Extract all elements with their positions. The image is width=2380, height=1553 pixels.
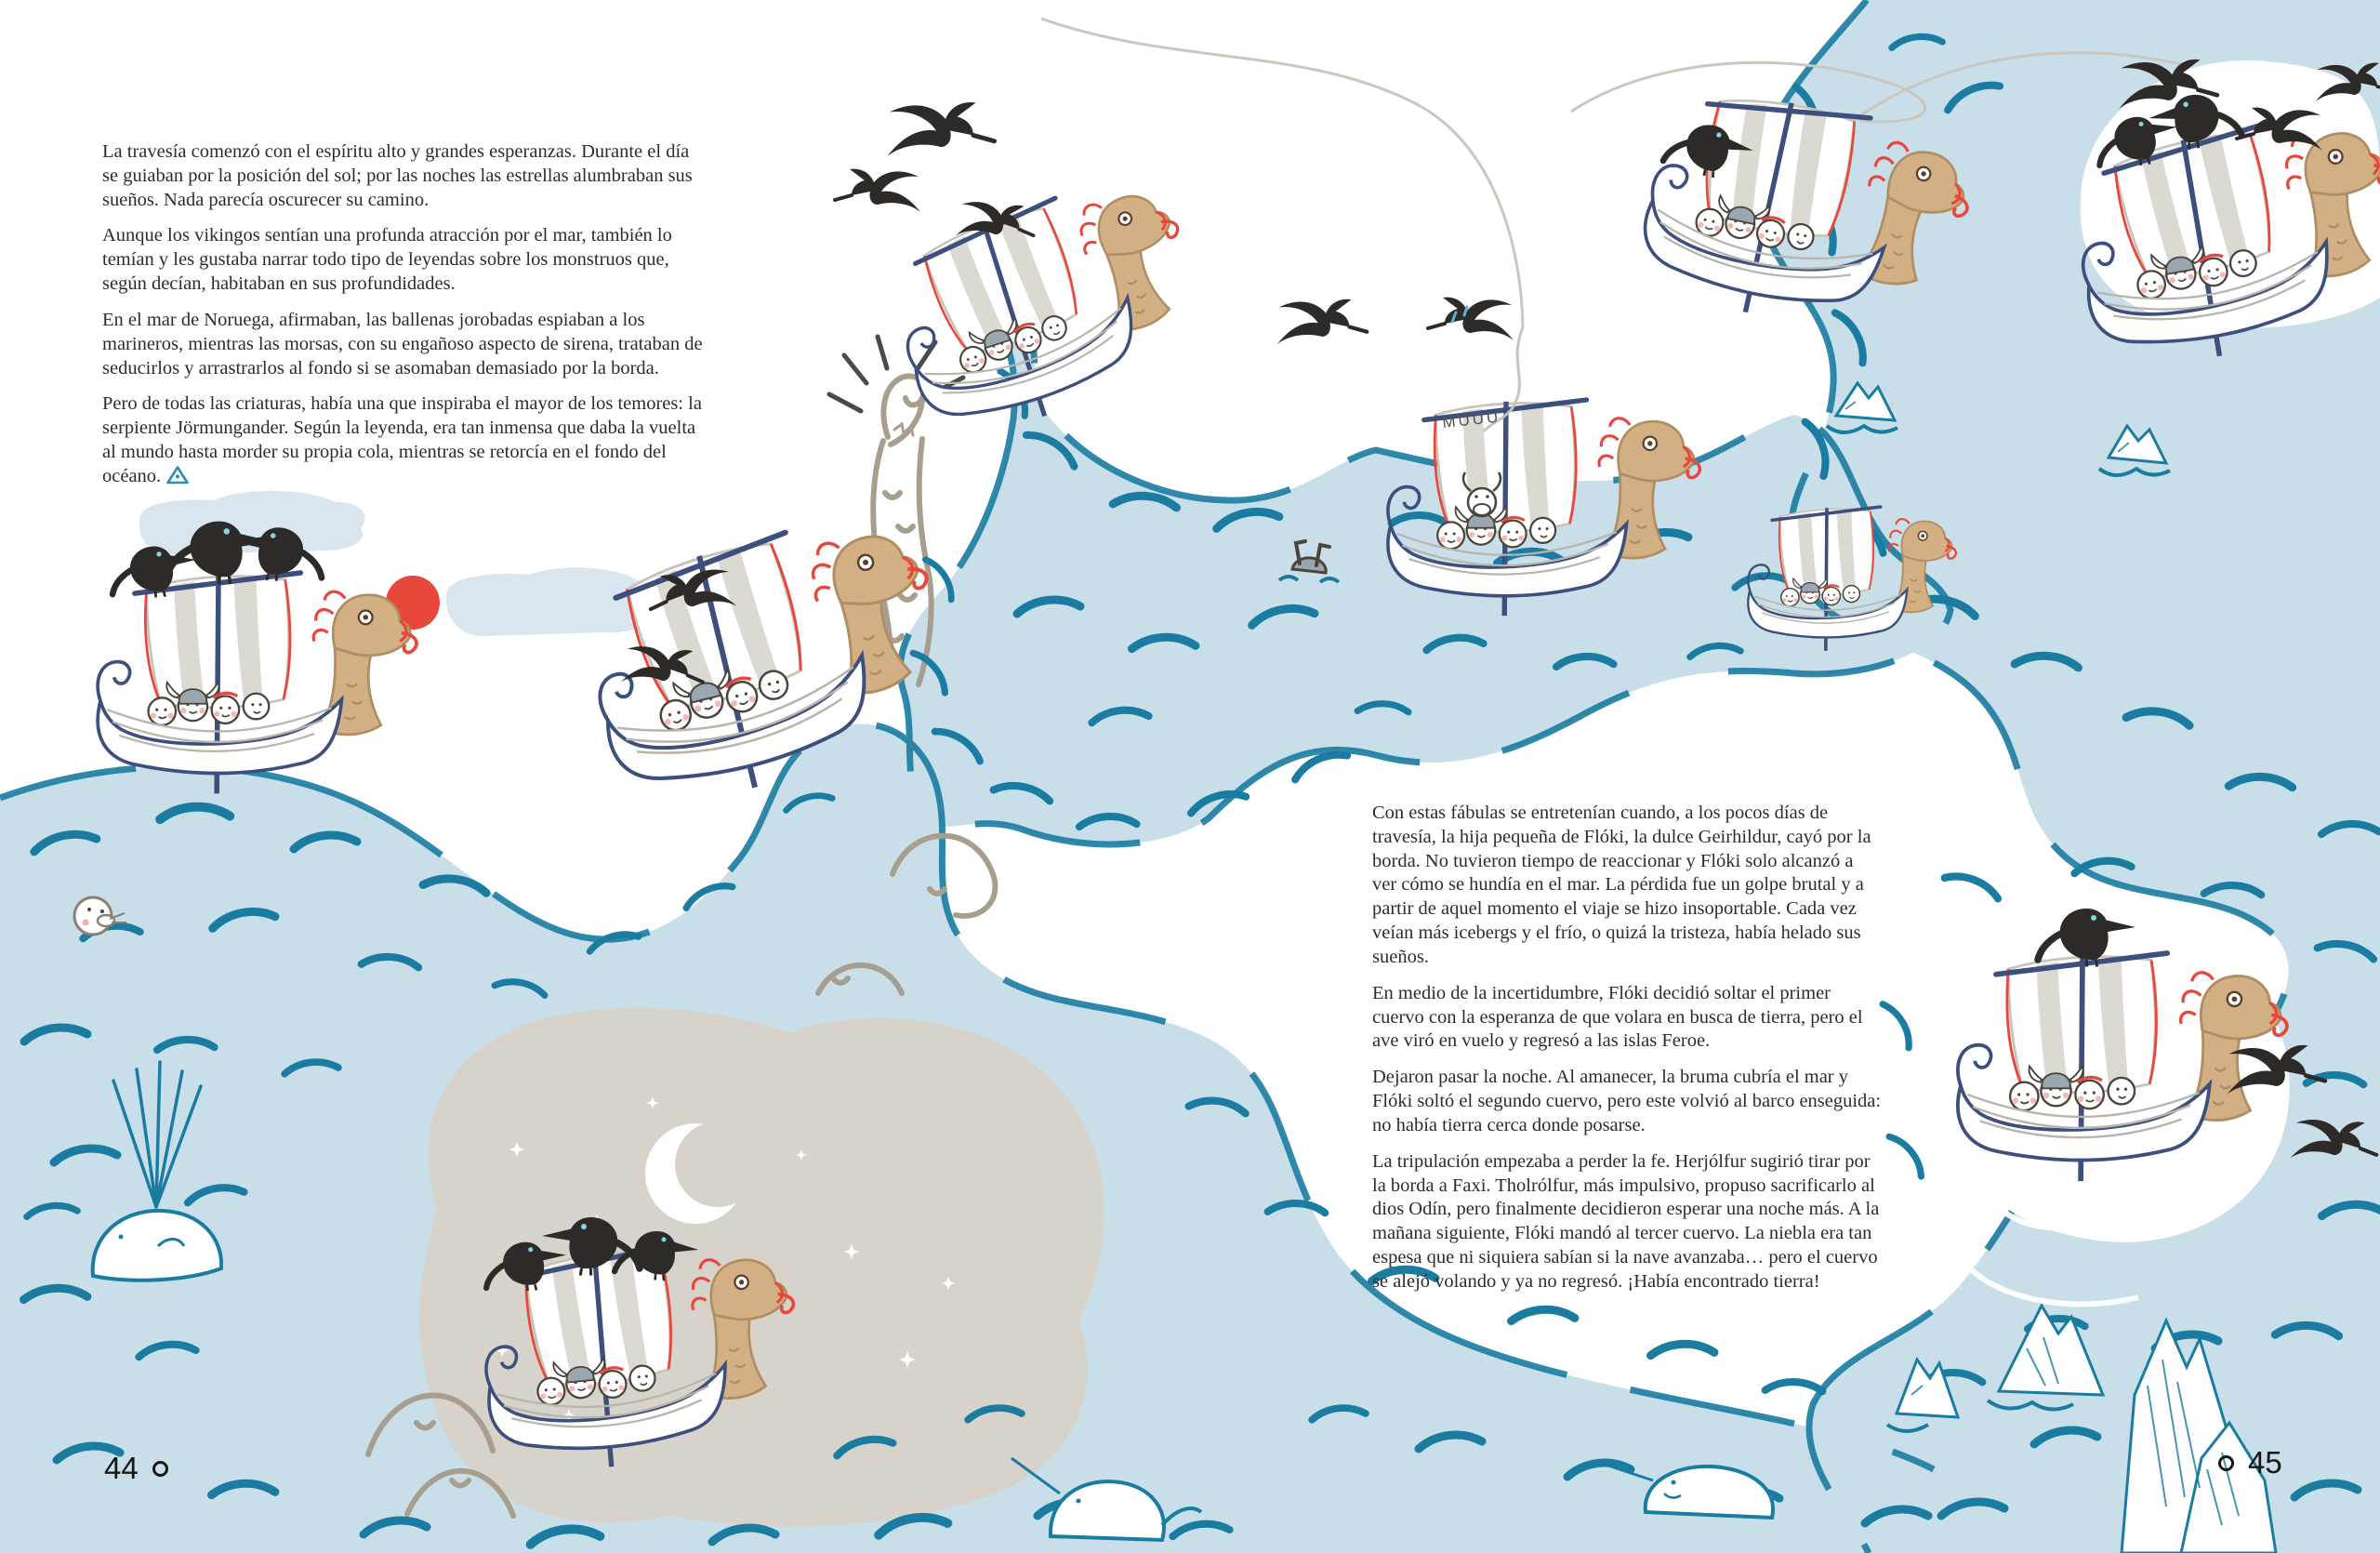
left-page-text	[102, 140, 707, 501]
story-paragraph: En medio de la incertidumbre, Flóki decidió soltar el primer cuervo con la esperanza de que volara en busca de tierra, pero el ave viró en vuelo y regresó a las islas Feroe.	[1372, 982, 1863, 1052]
page-number-right-value: 45	[2248, 1445, 2282, 1480]
story-paragraph: La tripulación empezaba a perder la fe. Herjólfur sugirió tirar por la borda a Faxi. Tholrólfur, más impulsivo, propuso sacrificarlo al dios Odín, pero finalmente decidieron esperar una noche más. A la mañana siguiente, Flóki mandó al tercer cuervo. La niebla era tan espesa que ni siquiera sabían si la nave avanzaba… pero el cuervo se alejó volando y ya no regresó. ¡Había encontrado tierra!	[1372, 1150, 1880, 1292]
iceberg-triangle-icon	[166, 465, 189, 484]
viking-ship-left	[98, 573, 416, 793]
story-paragraph: Dejaron pasar la noche. Al amanecer, la bruma cubría el mar y Flóki soltó el segundo cuervo, pero este volvió al barco enseguida: no había tierra cerca donde posarse.	[1372, 1067, 1882, 1135]
page-marker-circle	[152, 1461, 168, 1477]
page-marker-circle	[2218, 1455, 2234, 1471]
viking-ship-top-middle	[877, 166, 1220, 450]
story-paragraph: La travesía comenzó con el espíritu alto y grandes esperanzas. Durante el día se guiaban por la posición del sol; por las noches las estrellas alumbraban sus sueños. Nada parecía oscurecer su camino.	[102, 141, 693, 210]
story-paragraph: Pero de todas las criaturas, había una que inspiraba el mayor de los temores: la serpiente Jörmungander. Según la leyenda, era tan inmensa que daba la vuelta al mundo hasta morder su propia cola, mientras se retorcía en el fondo del océano.	[102, 393, 702, 486]
story-paragraph: Aunque los vikingos sentían una profunda atracción por el mar, también lo temían y les gustaba narrar todo tipo de leyendas sobre los monstruos que, según decían, habitaban en sus profundidades.	[102, 225, 672, 295]
page-number-left-value: 44	[104, 1451, 139, 1485]
story-paragraph: Con estas fábulas se entretenían cuando, a los pocos días de travesía, la hija pequeña de Flóki, la dulce Geirhildur, cayó por la borda. No tuvieron tiempo de reaccionar y Flóki solo alcanzó a ver cómo se hundía en el mar. La pérdida fue un golpe brutal y a partir de aquel momento el viaje se hizo insoportable. Cada vez veían más icebergs y el frío, o quizá la tristeza, había helado sus sueños.	[1372, 803, 1871, 967]
page-number-right	[2218, 1445, 2282, 1480]
page-number-left	[104, 1451, 168, 1486]
story-paragraph: En el mar de Noruega, afirmaban, las ballenas jorobadas espiaban a los marineros, mientras las morsas, con su engañoso aspecto de sirena, trataban de seducirlos y arrastrarlos al fondo si se asomaban demasiado por la borda.	[102, 309, 703, 378]
cow-sound-label: MUUU	[1441, 407, 1502, 431]
right-page-text	[1372, 802, 1882, 1307]
